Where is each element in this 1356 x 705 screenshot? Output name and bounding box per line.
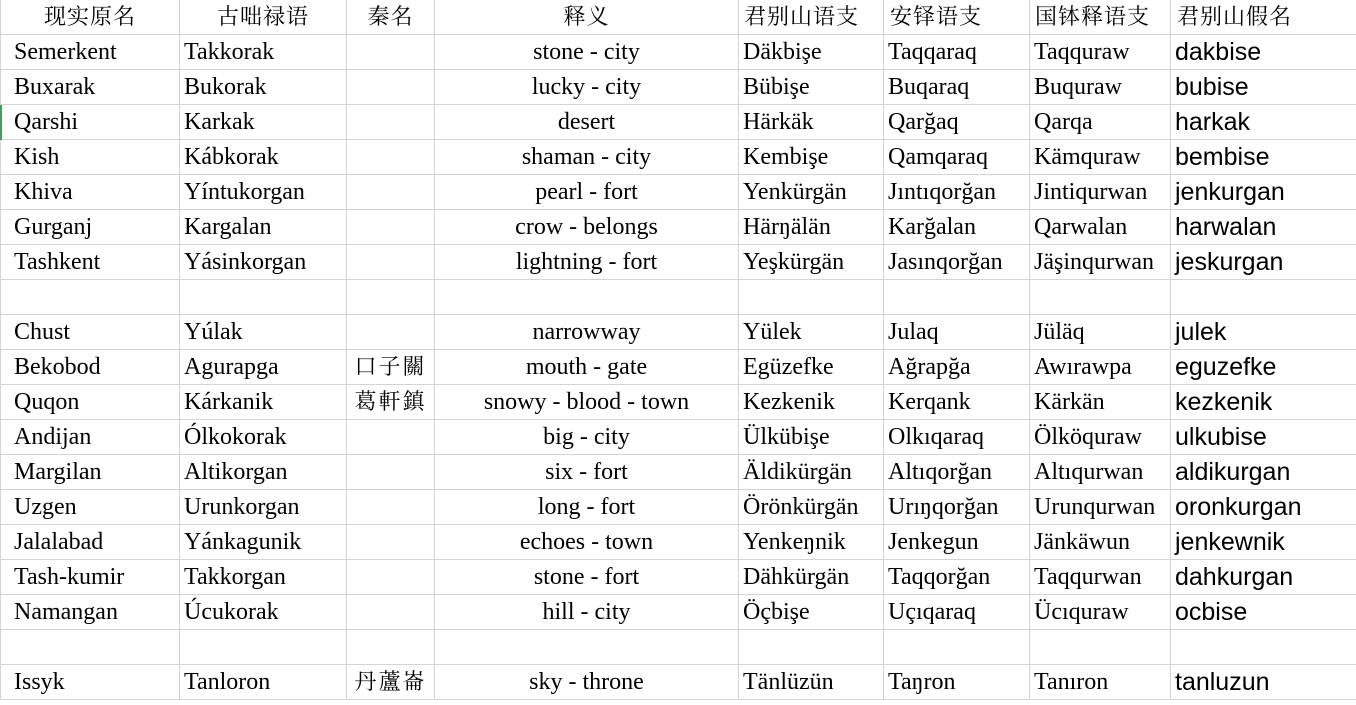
- table-cell[interactable]: Altıqorğan: [884, 455, 1030, 490]
- table-cell[interactable]: Jıntıqorğan: [884, 175, 1030, 210]
- table-cell[interactable]: shaman - city: [435, 140, 739, 175]
- table-cell[interactable]: [884, 280, 1030, 315]
- table-row: [0, 245, 1356, 280]
- table-cell[interactable]: Ülkübişe: [739, 420, 884, 455]
- table-row: [0, 70, 1356, 105]
- table-cell[interactable]: Äldikürgän: [739, 455, 884, 490]
- table-cell[interactable]: Kämquraw: [1030, 140, 1171, 175]
- table-body: [0, 35, 1356, 700]
- table-cell[interactable]: Urıŋqorğan: [884, 490, 1030, 525]
- header-cell[interactable]: 安铎语支: [884, 0, 1030, 35]
- table-row: [0, 105, 1356, 140]
- table-row: [0, 385, 1356, 420]
- table-cell[interactable]: Örönkürgän: [739, 490, 884, 525]
- table-row: [0, 630, 1356, 665]
- table-cell[interactable]: Semerkent: [0, 35, 180, 70]
- table-cell[interactable]: Tänlüzün: [739, 665, 884, 700]
- table-cell[interactable]: Taqqorğan: [884, 560, 1030, 595]
- table-cell[interactable]: 葛軒鎮: [347, 385, 435, 420]
- table-cell[interactable]: Härkäk: [739, 105, 884, 140]
- table-cell[interactable]: [435, 280, 739, 315]
- table-cell[interactable]: Kábkorak: [180, 140, 347, 175]
- table-row: [0, 595, 1356, 630]
- table-cell[interactable]: Jäşinqurwan: [1030, 245, 1171, 280]
- table-cell[interactable]: Taqquraw: [1030, 35, 1171, 70]
- table-cell[interactable]: [347, 560, 435, 595]
- table-cell[interactable]: [347, 70, 435, 105]
- table-cell[interactable]: [180, 280, 347, 315]
- table-cell[interactable]: [739, 630, 884, 665]
- table-cell[interactable]: long - fort: [435, 490, 739, 525]
- table-cell[interactable]: 口子關: [347, 350, 435, 385]
- table-cell[interactable]: Tanıron: [1030, 665, 1171, 700]
- table-cell[interactable]: tanluzun: [1171, 665, 1356, 700]
- table-cell[interactable]: harkak: [1171, 105, 1356, 140]
- table-cell[interactable]: [347, 490, 435, 525]
- table-cell[interactable]: pearl - fort: [435, 175, 739, 210]
- table-cell[interactable]: Jenkegun: [884, 525, 1030, 560]
- table-cell[interactable]: Härŋälän: [739, 210, 884, 245]
- table-cell[interactable]: Kish: [0, 140, 180, 175]
- header-cell[interactable]: 君别山假名: [1171, 0, 1356, 35]
- table-cell[interactable]: Uzgen: [0, 490, 180, 525]
- table-cell[interactable]: Egüzefke: [739, 350, 884, 385]
- table-row: [0, 455, 1356, 490]
- table-cell[interactable]: [0, 280, 180, 315]
- table-cell[interactable]: Jasınqorğan: [884, 245, 1030, 280]
- table-cell[interactable]: Qarğaq: [884, 105, 1030, 140]
- table-cell[interactable]: Yenkürgän: [739, 175, 884, 210]
- table-cell[interactable]: [347, 245, 435, 280]
- table-cell[interactable]: Takkorak: [180, 35, 347, 70]
- table-cell[interactable]: bubise: [1171, 70, 1356, 105]
- table-row: [0, 140, 1356, 175]
- table-row: [0, 35, 1356, 70]
- table-cell[interactable]: Buxarak: [0, 70, 180, 105]
- table-cell[interactable]: [347, 595, 435, 630]
- table-cell[interactable]: Jintiqurwan: [1030, 175, 1171, 210]
- table-cell[interactable]: Jüläq: [1030, 315, 1171, 350]
- table-cell[interactable]: Khiva: [0, 175, 180, 210]
- table-cell[interactable]: Kerqank: [884, 385, 1030, 420]
- table-cell[interactable]: [884, 630, 1030, 665]
- table-cell[interactable]: Qamqaraq: [884, 140, 1030, 175]
- header-cell[interactable]: 君别山语支: [739, 0, 884, 35]
- table-cell[interactable]: [347, 420, 435, 455]
- table-cell[interactable]: Namangan: [0, 595, 180, 630]
- table-cell[interactable]: Olkıqaraq: [884, 420, 1030, 455]
- header-row: [0, 0, 1356, 35]
- table-cell[interactable]: julek: [1171, 315, 1356, 350]
- table-row: [0, 175, 1356, 210]
- header-cell[interactable]: 现实原名: [0, 0, 180, 35]
- table-cell[interactable]: jenkurgan: [1171, 175, 1356, 210]
- table-cell[interactable]: [347, 455, 435, 490]
- table-cell[interactable]: Gurganj: [0, 210, 180, 245]
- table-cell[interactable]: [347, 140, 435, 175]
- table-cell[interactable]: Issyk: [0, 665, 180, 700]
- table-cell[interactable]: Urunkorgan: [180, 490, 347, 525]
- table-cell[interactable]: [347, 630, 435, 665]
- table-cell[interactable]: [347, 525, 435, 560]
- table-cell[interactable]: Tanloron: [180, 665, 347, 700]
- table-cell[interactable]: Takkorgan: [180, 560, 347, 595]
- header-cell[interactable]: 国钵释语支: [1030, 0, 1171, 35]
- table-cell[interactable]: Agurapga: [180, 350, 347, 385]
- header-cell[interactable]: 释义: [435, 0, 739, 35]
- table-row: [0, 525, 1356, 560]
- table-cell[interactable]: [347, 210, 435, 245]
- table-cell[interactable]: Dähkürgän: [739, 560, 884, 595]
- table-cell[interactable]: Ölköquraw: [1030, 420, 1171, 455]
- table-row: [0, 665, 1356, 700]
- table-cell[interactable]: sky - throne: [435, 665, 739, 700]
- table-cell[interactable]: Úcukorak: [180, 595, 347, 630]
- table-cell[interactable]: Tashkent: [0, 245, 180, 280]
- table-cell[interactable]: Yeşkürgän: [739, 245, 884, 280]
- table-cell[interactable]: Altikorgan: [180, 455, 347, 490]
- table-cell[interactable]: hill - city: [435, 595, 739, 630]
- table-cell[interactable]: [347, 175, 435, 210]
- table-row: [0, 420, 1356, 455]
- table-cell[interactable]: Yíntukorgan: [180, 175, 347, 210]
- table-cell[interactable]: lightning - fort: [435, 245, 739, 280]
- table-cell[interactable]: Yásinkorgan: [180, 245, 347, 280]
- table-cell[interactable]: 丹蘆崙: [347, 665, 435, 700]
- table-cell[interactable]: jenkewnik: [1171, 525, 1356, 560]
- table-cell[interactable]: Bübişe: [739, 70, 884, 105]
- table-cell[interactable]: [1030, 280, 1171, 315]
- table-cell[interactable]: Buquraw: [1030, 70, 1171, 105]
- table-cell[interactable]: Däkbişe: [739, 35, 884, 70]
- table-cell[interactable]: Tash-kumir: [0, 560, 180, 595]
- table-cell[interactable]: dakbise: [1171, 35, 1356, 70]
- table-cell[interactable]: Ağrapğa: [884, 350, 1030, 385]
- table-row: [0, 315, 1356, 350]
- table-cell[interactable]: mouth - gate: [435, 350, 739, 385]
- table-cell[interactable]: crow - belongs: [435, 210, 739, 245]
- table-cell[interactable]: [1030, 630, 1171, 665]
- table-cell[interactable]: Uçıqaraq: [884, 595, 1030, 630]
- table-cell[interactable]: [1171, 280, 1356, 315]
- table-cell[interactable]: Bekobod: [0, 350, 180, 385]
- table-cell[interactable]: [180, 630, 347, 665]
- table-cell[interactable]: Awırawpa: [1030, 350, 1171, 385]
- table-cell[interactable]: [435, 630, 739, 665]
- table-cell[interactable]: bembise: [1171, 140, 1356, 175]
- table-cell[interactable]: Ücıquraw: [1030, 595, 1171, 630]
- table-cell[interactable]: Kärkän: [1030, 385, 1171, 420]
- table-cell[interactable]: ulkubise: [1171, 420, 1356, 455]
- table-cell[interactable]: Yülek: [739, 315, 884, 350]
- table-row: [0, 560, 1356, 595]
- table-cell[interactable]: stone - city: [435, 35, 739, 70]
- table-cell[interactable]: Chust: [0, 315, 180, 350]
- table-cell[interactable]: Kárkanik: [180, 385, 347, 420]
- table-cell[interactable]: stone - fort: [435, 560, 739, 595]
- table-cell[interactable]: Jänkäwun: [1030, 525, 1171, 560]
- table-cell[interactable]: Jalalabad: [0, 525, 180, 560]
- table-cell[interactable]: dahkurgan: [1171, 560, 1356, 595]
- table-cell[interactable]: [739, 280, 884, 315]
- table-cell[interactable]: narrowway: [435, 315, 739, 350]
- table-cell[interactable]: Karkak: [180, 105, 347, 140]
- table-cell[interactable]: Taŋron: [884, 665, 1030, 700]
- table-cell[interactable]: Margilan: [0, 455, 180, 490]
- selection-indicator: [0, 105, 2, 140]
- table-cell[interactable]: Taqqurwan: [1030, 560, 1171, 595]
- table-cell[interactable]: [0, 630, 180, 665]
- table-row: [0, 350, 1356, 385]
- table-cell[interactable]: Taqqaraq: [884, 35, 1030, 70]
- table-cell[interactable]: Yenkeŋnik: [739, 525, 884, 560]
- table-cell[interactable]: [347, 280, 435, 315]
- table-cell[interactable]: Ólkokorak: [180, 420, 347, 455]
- header-cell[interactable]: 古咄禄语: [180, 0, 347, 35]
- table-cell[interactable]: Kembişe: [739, 140, 884, 175]
- table-cell[interactable]: Kezkenik: [739, 385, 884, 420]
- table-cell[interactable]: Urunqurwan: [1030, 490, 1171, 525]
- table-cell[interactable]: six - fort: [435, 455, 739, 490]
- table-cell[interactable]: Öçbişe: [739, 595, 884, 630]
- table-cell[interactable]: oronkurgan: [1171, 490, 1356, 525]
- header-cell[interactable]: 秦名: [347, 0, 435, 35]
- table-cell[interactable]: Qarqa: [1030, 105, 1171, 140]
- table-cell[interactable]: aldikurgan: [1171, 455, 1356, 490]
- table-cell[interactable]: harwalan: [1171, 210, 1356, 245]
- table-row: [0, 210, 1356, 245]
- table-cell[interactable]: big - city: [435, 420, 739, 455]
- table-row: [0, 280, 1356, 315]
- table-cell[interactable]: ocbise: [1171, 595, 1356, 630]
- table-cell[interactable]: Karğalan: [884, 210, 1030, 245]
- table-cell[interactable]: desert: [435, 105, 739, 140]
- table-cell[interactable]: Bukorak: [180, 70, 347, 105]
- table-cell[interactable]: jeskurgan: [1171, 245, 1356, 280]
- table-cell[interactable]: eguzefke: [1171, 350, 1356, 385]
- table-cell[interactable]: Qarwalan: [1030, 210, 1171, 245]
- table-cell[interactable]: Julaq: [884, 315, 1030, 350]
- table-cell[interactable]: [347, 35, 435, 70]
- table-cell[interactable]: Yánkagunik: [180, 525, 347, 560]
- table-cell[interactable]: echoes - town: [435, 525, 739, 560]
- table-cell[interactable]: [1171, 630, 1356, 665]
- table-cell[interactable]: lucky - city: [435, 70, 739, 105]
- table-cell[interactable]: Buqaraq: [884, 70, 1030, 105]
- table-cell[interactable]: Quqon: [0, 385, 180, 420]
- table-cell[interactable]: snowy - blood - town: [435, 385, 739, 420]
- table-row: [0, 490, 1356, 525]
- table-cell[interactable]: Yúlak: [180, 315, 347, 350]
- table-cell[interactable]: Altıqurwan: [1030, 455, 1171, 490]
- table-cell[interactable]: [347, 105, 435, 140]
- table-cell[interactable]: Qarshi: [0, 105, 180, 140]
- table-cell[interactable]: kezkenik: [1171, 385, 1356, 420]
- table-cell[interactable]: [347, 315, 435, 350]
- table-cell[interactable]: Kargalan: [180, 210, 347, 245]
- table-cell[interactable]: Andijan: [0, 420, 180, 455]
